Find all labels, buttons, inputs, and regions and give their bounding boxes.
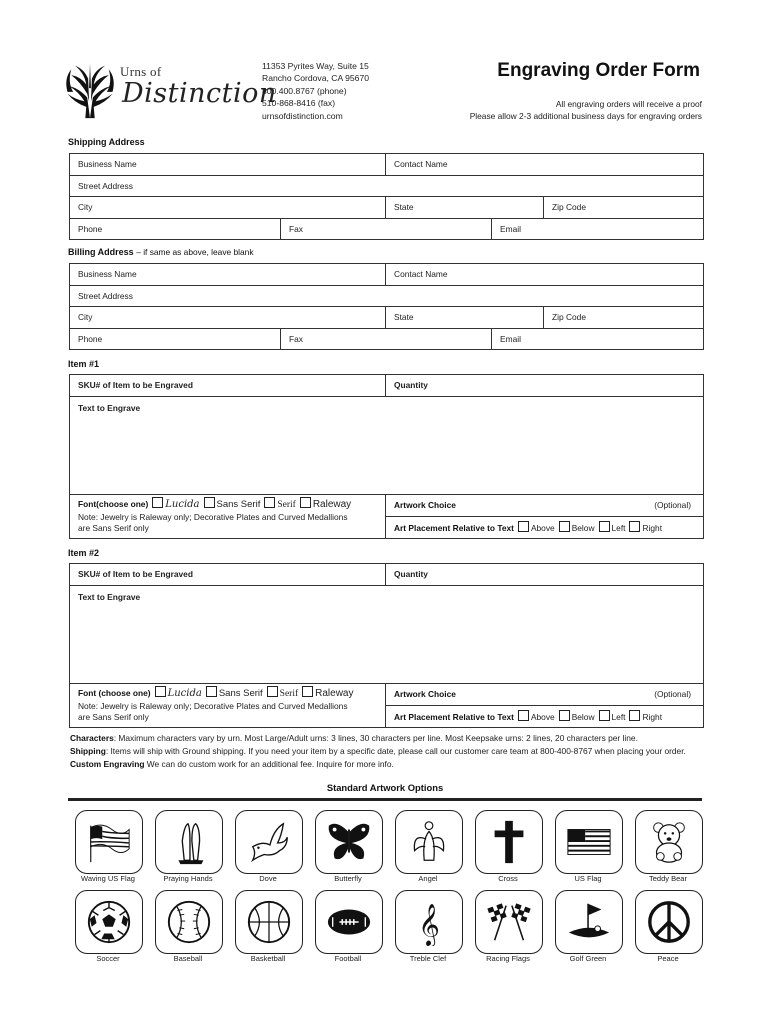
item2-artwork-label: Artwork Choice	[394, 689, 456, 699]
placement-above-checkbox[interactable]	[518, 521, 529, 532]
artwork-option[interactable]	[555, 890, 623, 954]
placement-below-checkbox[interactable]	[559, 521, 570, 532]
butterfly-icon	[325, 818, 373, 866]
dove-icon	[245, 818, 293, 866]
font-raleway-checkbox[interactable]	[302, 686, 313, 697]
fax-line: 510-868-8416 (fax)	[262, 98, 336, 109]
artwork-heading: Standard Artwork Options	[326, 782, 444, 793]
artwork-option-label: Treble Clef	[409, 954, 447, 963]
font-sans-serif-label: Sans Serif	[218, 688, 263, 700]
golf-green-icon	[565, 898, 613, 946]
artwork-option-label: Teddy Bear	[649, 874, 687, 883]
waving-flag-icon	[85, 818, 133, 866]
artwork-option[interactable]	[475, 810, 543, 874]
placement-right-checkbox[interactable]	[629, 710, 640, 721]
item1-heading: Item #1	[68, 359, 100, 369]
billing-contact-name-field[interactable]: Contact Name	[386, 264, 704, 286]
shipping-zip-field[interactable]: Zip Code	[544, 197, 704, 219]
item2-font-choice	[70, 683, 386, 727]
placement-above-label: Above	[530, 523, 555, 533]
phone-line: 800.400.8767 (phone)	[262, 85, 347, 96]
shipping-note-label: Shipping	[70, 746, 106, 756]
placement-right-label: Right	[642, 523, 663, 533]
item1-font-label: Font(choose one)	[78, 499, 149, 510]
shipping-state-field[interactable]: State	[386, 197, 544, 219]
artwork-option[interactable]	[75, 890, 143, 954]
billing-city-field[interactable]: City	[70, 307, 386, 329]
billing-heading-note: – if same as above, leave blank	[136, 247, 254, 257]
placement-left-label: Left	[611, 712, 626, 722]
basketball-icon	[245, 898, 293, 946]
billing-state-field[interactable]: State	[386, 307, 544, 329]
artwork-option[interactable]	[235, 890, 303, 954]
font-lucida-label: Lucida	[165, 499, 200, 511]
logo-text-top: Urns of	[120, 64, 162, 79]
characters-text: : Maximum characters vary by urn. Most Large/Adult urns: 3 lines, 30 characters per line. Most Keepsake urns: 2 lines, 20 characters per line.	[113, 733, 638, 743]
placement-right-checkbox[interactable]	[629, 521, 640, 532]
item1-font-note: are Sans Serif only	[78, 523, 149, 534]
placement-below-label: Below	[571, 712, 595, 722]
item1-sku-field[interactable]: SKU# of Item to be Engraved	[70, 375, 386, 397]
artwork-option[interactable]	[635, 890, 703, 954]
placement-above-label: Above	[530, 712, 555, 722]
font-raleway-label: Raleway	[312, 499, 352, 511]
artwork-option[interactable]	[315, 890, 383, 954]
item2-optional-label: (Optional)	[654, 689, 691, 699]
artwork-option-label: Praying Hands	[163, 874, 213, 883]
peace-icon	[645, 898, 693, 946]
item1-font-choice	[70, 494, 386, 538]
font-sans-serif-checkbox[interactable]	[204, 497, 215, 508]
artwork-option[interactable]	[235, 810, 303, 874]
artwork-option-label: Golf Green	[569, 954, 607, 963]
baseball-icon	[165, 898, 213, 946]
font-serif-checkbox[interactable]	[267, 686, 278, 697]
cross-icon	[485, 818, 533, 866]
placement-below-checkbox[interactable]	[559, 710, 570, 721]
angel-icon	[405, 818, 453, 866]
font-serif-label: Serif	[277, 500, 296, 511]
billing-street-field[interactable]: Street Address	[70, 285, 704, 307]
us-flag-icon	[565, 818, 613, 866]
shipping-street-field[interactable]: Street Address	[70, 175, 704, 197]
billing-fax-field[interactable]: Fax	[281, 328, 492, 350]
football-icon	[325, 898, 373, 946]
artwork-option[interactable]	[315, 810, 383, 874]
item1-placement-field	[386, 516, 704, 538]
item2-placement-label: Art Placement Relative to Text	[394, 712, 514, 722]
shipping-phone-field[interactable]: Phone	[70, 218, 281, 240]
note-line: All engraving orders will receive a proof	[555, 99, 702, 109]
artwork-option-label: Waving US Flag	[81, 874, 135, 883]
website-line: urnsofdistinction.com	[262, 110, 343, 121]
shipping-city-field[interactable]: City	[70, 197, 386, 219]
racing-flags-icon	[485, 898, 533, 946]
billing-address-table	[69, 263, 704, 350]
font-raleway-label: Raleway	[315, 688, 354, 700]
artwork-option[interactable]	[555, 810, 623, 874]
artwork-option-label: Peace	[657, 954, 679, 963]
item2-artwork-field[interactable]	[386, 683, 704, 705]
artwork-option-label: Cross	[498, 874, 518, 883]
item2-quantity-field[interactable]: Quantity	[386, 564, 704, 586]
billing-email-field[interactable]: Email	[492, 328, 704, 350]
artwork-option[interactable]	[155, 810, 223, 874]
placement-left-checkbox[interactable]	[599, 521, 610, 532]
item2-sku-field[interactable]: SKU# of Item to be Engraved	[70, 564, 386, 586]
custom-engraving-text: We can do custom work for an additional fee. Inquire for more info.	[144, 759, 394, 769]
placement-below-label: Below	[571, 523, 595, 533]
billing-heading-label: Billing Address	[68, 247, 134, 257]
placement-right-label: Right	[642, 712, 663, 722]
billing-phone-field[interactable]: Phone	[70, 328, 281, 350]
artwork-option-label: Football	[334, 954, 362, 963]
billing-zip-field[interactable]: Zip Code	[544, 307, 704, 329]
shipping-business-name-field[interactable]: Business Name	[70, 154, 386, 176]
billing-heading	[68, 247, 254, 257]
item1-font-note: Note: Jewelry is Raleway only; Decorative Plates and Curved Medallions	[78, 511, 348, 522]
treble-clef-icon	[405, 898, 453, 946]
page-title: Engraving Order Form	[497, 60, 700, 81]
item1-quantity-field[interactable]: Quantity	[386, 375, 704, 397]
order-notes	[70, 732, 710, 771]
placement-above-checkbox[interactable]	[518, 710, 529, 721]
artwork-option-label: Racing Flags	[486, 954, 530, 963]
font-raleway-checkbox[interactable]	[300, 497, 311, 508]
company-address	[262, 60, 369, 122]
tree-logo-icon	[60, 60, 120, 120]
artwork-option[interactable]	[75, 810, 143, 874]
item1-table	[69, 374, 704, 539]
artwork-option[interactable]	[395, 890, 463, 954]
item2-font-note: are Sans Serif only	[78, 712, 149, 723]
svg-text:𝄞: 𝄞	[418, 902, 440, 946]
item1-artwork-label: Artwork Choice	[394, 500, 456, 510]
logo-text-script: Distinction	[122, 78, 277, 109]
custom-engraving-label: Custom Engraving	[70, 759, 145, 769]
shipping-email-field[interactable]: Email	[492, 218, 704, 240]
artwork-option-label: Basketball	[250, 954, 286, 963]
placement-left-label: Left	[611, 523, 626, 533]
shipping-address-table	[69, 153, 704, 240]
artwork-option[interactable]	[635, 810, 703, 874]
placement-left-checkbox[interactable]	[599, 710, 610, 721]
artwork-option-label: Soccer	[96, 954, 120, 963]
artwork-option[interactable]	[475, 890, 543, 954]
billing-business-name-field[interactable]: Business Name	[70, 264, 386, 286]
item2-font-label: Font (choose one)	[78, 688, 151, 699]
artwork-option[interactable]	[155, 890, 223, 954]
font-sans-serif-label: Sans Serif	[216, 499, 261, 511]
font-serif-label: Serif	[279, 689, 299, 700]
artwork-option-label: Dove	[259, 874, 277, 883]
soccer-ball-icon	[85, 898, 133, 946]
artwork-option-label: Angel	[418, 874, 438, 883]
font-lucida-label: Lucida	[167, 688, 202, 700]
praying-hands-icon	[165, 818, 213, 866]
item2-font-note: Note: Jewelry is Raleway only; Decorative Plates and Curved Medallions	[78, 700, 348, 711]
item2-table	[69, 563, 704, 728]
shipping-heading: Shipping Address	[68, 137, 145, 147]
divider	[68, 798, 702, 801]
address-line: 11353 Pyrites Way, Suite 15	[262, 61, 369, 71]
item2-heading: Item #2	[68, 548, 100, 558]
item2-engrave-text-label: Text to Engrave	[78, 591, 141, 602]
teddy-bear-icon	[645, 818, 693, 866]
item1-engrave-text-label: Text to Engrave	[78, 402, 141, 413]
artwork-option-label: Baseball	[173, 954, 203, 963]
item2-placement-field	[386, 705, 704, 727]
item1-artwork-field[interactable]	[386, 494, 704, 516]
artwork-option-label: US Flag	[574, 874, 602, 883]
shipping-note-text: : Items will ship with Ground shipping. If you need your item by a specific date, please call our customer care team at 800-400-8767 when placing your order.	[105, 746, 686, 756]
font-lucida-checkbox[interactable]	[152, 497, 163, 508]
font-serif-checkbox[interactable]	[264, 497, 275, 508]
font-sans-serif-checkbox[interactable]	[206, 686, 217, 697]
item1-engrave-text-field[interactable]	[70, 396, 704, 494]
characters-label: Characters	[70, 733, 114, 743]
proof-notes	[470, 98, 702, 123]
note-line: Please allow 2-3 additional business days for engraving orders	[469, 111, 702, 122]
address-line: Rancho Cordova, CA 95670	[262, 73, 370, 84]
item2-engrave-text-field[interactable]	[70, 585, 704, 683]
item1-placement-label: Art Placement Relative to Text	[394, 523, 514, 533]
shipping-fax-field[interactable]: Fax	[281, 218, 492, 240]
shipping-contact-name-field[interactable]: Contact Name	[386, 154, 704, 176]
artwork-option[interactable]	[395, 810, 463, 874]
artwork-option-label: Butterfly	[334, 874, 362, 883]
item1-optional-label: (Optional)	[654, 500, 691, 510]
font-lucida-checkbox[interactable]	[155, 686, 166, 697]
